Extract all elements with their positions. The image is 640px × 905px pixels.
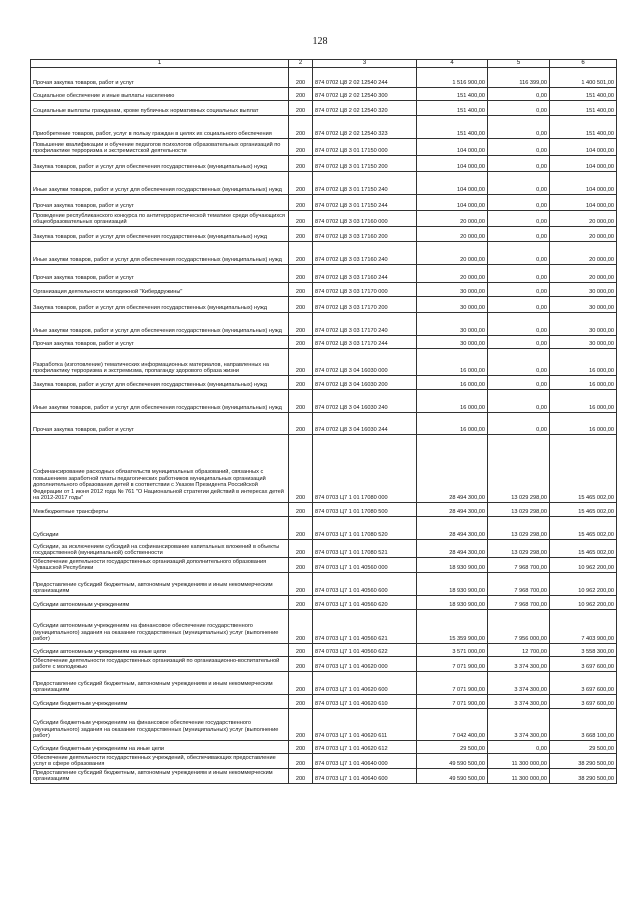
row-name [31,297,289,313]
row-classification-code: 874 0702 Ц8 2 02 12540 320 [313,101,417,116]
row-admin-code: 200 [289,709,313,741]
row-amount-approved: 7 071 900,00 [417,657,488,672]
row-amount-executed: 3 374 300,00 [488,709,550,741]
row-amount-executed: 0,00 [488,741,550,754]
row-amount-approved: 15 359 900,00 [417,610,488,644]
row-amount-remaining: 20 000,00 [550,227,617,242]
row-name [31,227,289,242]
row-amount-remaining: 29 500,00 [550,741,617,754]
row-name-text: Субсидии, за исключением субсидий на софинансирование капитальных вложений в объекты государственной (муниципальной) собственности [33,543,280,557]
row-amount-approved: 18 930 900,00 [417,558,488,573]
row-amount-approved: 49 590 500,00 [417,754,488,769]
table-row [31,101,617,116]
row-amount-executed: 13 029 298,00 [488,435,550,503]
table-row [31,754,617,769]
row-name-text: Субсидии автономным учреждениям на финансовое обеспечение государственного (муниципального) задания на оказание государственных (муниципальных) услуг (выполнение работ) [33,623,279,643]
row-name [31,657,289,672]
row-admin-code: 200 [289,769,313,784]
row-amount-executed: 7 968 700,00 [488,596,550,610]
row-name-text: Обеспечение деятельности государственных учреждений, обеспечивающих предоставление услуг в сфере образования [33,754,276,768]
row-name [31,195,289,211]
row-amount-approved: 20 000,00 [417,265,488,283]
row-amount-remaining: 38 290 500,00 [550,769,617,784]
row-name-text: Организация деятельности молодежной "Кибердружины" [33,289,183,296]
row-amount-approved: 30 000,00 [417,336,488,349]
row-amount-remaining: 3 697 600,00 [550,695,617,709]
row-name-text: Иные закупки товаров, работ и услуг для обеспечения государственных (муниципальных) нужд [33,405,282,412]
row-amount-remaining: 15 465 002,00 [550,517,617,540]
row-amount-remaining: 20 000,00 [550,265,617,283]
table-row [31,139,617,156]
row-admin-code: 200 [289,672,313,695]
row-admin-code: 200 [289,211,313,227]
row-name [31,741,289,754]
row-classification-code: 874 0702 Ц8 3 04 16030 000 [313,349,417,376]
row-amount-executed: 7 968 700,00 [488,558,550,573]
row-name-text: Межбюджетные трансферты [33,509,109,516]
row-name-text: Субсидии [33,532,59,539]
row-classification-code: 874 0703 Ц7 1 01 40620 600 [313,672,417,695]
row-classification-code: 874 0703 Ц7 1 01 40560 620 [313,596,417,610]
row-name-text: Субсидии автономным учреждениям на иные цели [33,649,166,656]
row-amount-remaining: 20 000,00 [550,242,617,265]
row-admin-code: 200 [289,156,313,172]
row-amount-approved: 49 590 500,00 [417,769,488,784]
row-amount-remaining: 10 962 200,00 [550,573,617,596]
row-admin-code: 200 [289,573,313,596]
row-classification-code: 874 0702 Ц8 2 02 12540 323 [313,116,417,139]
row-amount-executed: 0,00 [488,101,550,116]
table-row [31,297,617,313]
row-amount-approved: 30 000,00 [417,297,488,313]
row-amount-executed: 7 956 000,00 [488,610,550,644]
table-row [31,644,617,657]
row-amount-executed: 13 029 298,00 [488,540,550,558]
row-name-text: Субсидии автономным учреждениям [33,602,130,609]
row-name-text: Предоставление субсидий бюджетным, автономным учреждениям и иным некоммерческим организациям [33,680,273,694]
row-amount-approved: 16 000,00 [417,349,488,376]
row-admin-code: 200 [289,503,313,517]
row-admin-code: 200 [289,297,313,313]
table-row [31,195,617,211]
row-name-text: Прочая закупка товаров, работ и услуг [33,80,134,87]
column-header: 3 [313,60,417,68]
table-row [31,672,617,695]
row-admin-code: 200 [289,116,313,139]
row-classification-code: 874 0702 Ц8 3 03 17170 000 [313,283,417,297]
row-amount-executed: 0,00 [488,195,550,211]
row-amount-remaining: 10 962 200,00 [550,558,617,573]
table-row [31,610,617,644]
table-row [31,596,617,610]
row-admin-code: 200 [289,644,313,657]
table-row [31,435,617,503]
row-amount-approved: 104 000,00 [417,172,488,195]
row-name-text: Предоставление субсидий бюджетным, автономным учреждениям и иным некоммерческим организациям [33,769,273,783]
row-amount-executed: 0,00 [488,390,550,413]
row-name [31,573,289,596]
row-name-text: Социальное обеспечение и иные выплаты населению [33,93,175,100]
row-amount-approved: 30 000,00 [417,313,488,336]
row-admin-code: 200 [289,242,313,265]
row-amount-remaining: 16 000,00 [550,390,617,413]
row-name-text: Субсидии бюджетным учреждениям [33,701,128,708]
row-name [31,709,289,741]
row-classification-code: 874 0703 Ц7 1 01 40560 621 [313,610,417,644]
row-name [31,336,289,349]
row-classification-code: 874 0703 Ц7 1 01 40620 000 [313,657,417,672]
row-amount-approved: 28 494 300,00 [417,435,488,503]
row-classification-code: 874 0703 Ц7 1 01 40640 600 [313,769,417,784]
table-row [31,313,617,336]
column-header: 4 [417,60,488,68]
row-classification-code: 874 0703 Ц7 1 01 17080 520 [313,517,417,540]
row-admin-code: 200 [289,558,313,573]
row-classification-code: 874 0702 Ц8 3 03 17160 240 [313,242,417,265]
row-amount-executed: 11 300 000,00 [488,769,550,784]
row-amount-approved: 29 500,00 [417,741,488,754]
row-name-text: Разработка (изготовление) тематических информационных материалов, направленных на профилактику терроризма и экстремизма, пропаганду здорового образа жизни [33,361,269,375]
row-classification-code: 874 0702 Ц8 2 02 12540 244 [313,68,417,88]
row-amount-executed: 116 399,00 [488,68,550,88]
row-name-text: Закупка товаров, работ и услуг для обеспечения государственных (муниципальных) нужд [33,164,267,171]
row-amount-executed: 0,00 [488,139,550,156]
row-name-text: Прочая закупка товаров, работ и услуг [33,203,134,210]
row-admin-code: 200 [289,172,313,195]
table-row [31,336,617,349]
row-name [31,672,289,695]
row-amount-remaining: 3 558 300,00 [550,644,617,657]
row-admin-code: 200 [289,88,313,101]
row-classification-code: 874 0702 Ц8 3 03 17170 240 [313,313,417,336]
row-amount-remaining: 3 697 600,00 [550,672,617,695]
row-name [31,644,289,657]
table-row [31,172,617,195]
row-amount-approved: 151 400,00 [417,88,488,101]
row-classification-code: 874 0702 Ц8 3 03 17160 200 [313,227,417,242]
row-admin-code: 200 [289,610,313,644]
table-row [31,227,617,242]
table-row [31,695,617,709]
table-row [31,413,617,435]
row-name [31,596,289,610]
table-row [31,558,617,573]
row-name-text: Прочая закупка товаров, работ и услуг [33,341,134,348]
table-row [31,211,617,227]
row-classification-code: 874 0702 Ц8 3 01 17150 200 [313,156,417,172]
row-amount-approved: 104 000,00 [417,156,488,172]
row-name-text: Софинансирование расходных обязательств муниципальных образований, связанных с повышением заработной платы педагогических работников муниципальных организаций дополнительного образования детей в соответствии с Указом Президента Российской Федерации от 1 июня 2012 года № 761 "О Национальной стратегии действий в интересах детей на 2012-2017 годы" [33,469,284,502]
row-name-text: Обеспечение деятельности государственных организаций по организационно-воспитательной работе с молодежью [33,657,280,671]
row-admin-code: 200 [289,754,313,769]
table-row [31,242,617,265]
row-name [31,139,289,156]
row-amount-remaining: 20 000,00 [550,211,617,227]
table-row [31,376,617,390]
row-classification-code: 874 0703 Ц7 1 01 40560 600 [313,573,417,596]
row-admin-code: 200 [289,657,313,672]
row-name [31,517,289,540]
row-name-text: Закупка товаров, работ и услуг для обеспечения государственных (муниципальных) нужд [33,305,267,312]
row-name [31,376,289,390]
row-name [31,242,289,265]
row-amount-remaining: 151 400,00 [550,101,617,116]
row-name-text: Социальные выплаты гражданам, кроме публичных нормативных социальных выплат [33,108,259,115]
row-amount-remaining: 15 465 002,00 [550,540,617,558]
row-amount-executed: 0,00 [488,413,550,435]
row-classification-code: 874 0703 Ц7 1 01 17080 500 [313,503,417,517]
row-admin-code: 200 [289,376,313,390]
table-row [31,657,617,672]
table-row [31,68,617,88]
row-amount-executed: 13 029 298,00 [488,503,550,517]
row-classification-code: 874 0702 Ц8 3 04 16030 244 [313,413,417,435]
row-admin-code: 200 [289,313,313,336]
row-amount-remaining: 104 000,00 [550,172,617,195]
row-name [31,101,289,116]
row-amount-approved: 28 494 300,00 [417,517,488,540]
row-amount-approved: 104 000,00 [417,195,488,211]
row-amount-executed: 12 700,00 [488,644,550,657]
row-admin-code: 200 [289,435,313,503]
table-row [31,517,617,540]
row-name [31,754,289,769]
row-amount-approved: 28 494 300,00 [417,540,488,558]
row-classification-code: 874 0702 Ц8 3 04 16030 200 [313,376,417,390]
row-classification-code: 874 0703 Ц7 1 01 40620 612 [313,741,417,754]
row-amount-executed: 13 029 298,00 [488,517,550,540]
row-name-text: Прочая закупка товаров, работ и услуг [33,427,134,434]
row-amount-remaining: 104 000,00 [550,195,617,211]
row-amount-remaining: 38 290 500,00 [550,754,617,769]
row-name-text: Субсидии бюджетным учреждениям на финансовое обеспечение государственного (муниципального) задания на оказание государственных (муниципальных) услуг (выполнение работ) [33,720,279,740]
row-classification-code: 874 0703 Ц7 1 01 40620 610 [313,695,417,709]
row-admin-code: 200 [289,390,313,413]
row-admin-code: 200 [289,517,313,540]
row-amount-remaining: 104 000,00 [550,156,617,172]
row-amount-approved: 3 571 000,00 [417,644,488,657]
row-amount-executed: 0,00 [488,172,550,195]
row-classification-code: 874 0702 Ц8 3 01 17150 000 [313,139,417,156]
row-amount-approved: 7 071 900,00 [417,672,488,695]
row-admin-code: 200 [289,195,313,211]
table-row [31,573,617,596]
row-amount-remaining: 3 697 600,00 [550,657,617,672]
row-name [31,172,289,195]
row-name-text: Прочая закупка товаров, работ и услуг [33,275,134,282]
row-amount-remaining: 30 000,00 [550,336,617,349]
row-name-text: Повышение квалификации и обучение педагогов психологов образовательных организаций по профилактике терроризма и экстремистской деятельности [33,141,281,155]
row-amount-executed: 0,00 [488,211,550,227]
row-admin-code: 200 [289,413,313,435]
table-row [31,709,617,741]
table-row [31,156,617,172]
row-name [31,211,289,227]
row-name [31,503,289,517]
column-header: 6 [550,60,617,68]
row-admin-code: 200 [289,283,313,297]
table-row [31,265,617,283]
table-row [31,283,617,297]
table-row [31,741,617,754]
row-amount-executed: 3 374 300,00 [488,695,550,709]
row-classification-code: 874 0702 Ц8 3 03 17170 200 [313,297,417,313]
row-amount-remaining: 15 465 002,00 [550,503,617,517]
row-name [31,435,289,503]
row-amount-remaining: 30 000,00 [550,283,617,297]
row-name-text: Приобретение товаров, работ, услуг в пользу граждан в целях их социального обеспечения [33,131,272,138]
row-amount-remaining: 7 403 900,00 [550,610,617,644]
row-amount-approved: 28 494 300,00 [417,503,488,517]
row-name [31,558,289,573]
row-amount-remaining: 104 000,00 [550,139,617,156]
row-name-text: Закупка товаров, работ и услуг для обеспечения государственных (муниципальных) нужд [33,382,267,389]
row-name [31,390,289,413]
row-admin-code: 200 [289,139,313,156]
row-amount-approved: 1 516 900,00 [417,68,488,88]
row-amount-approved: 18 930 900,00 [417,573,488,596]
table-row [31,349,617,376]
row-name [31,313,289,336]
row-amount-remaining: 16 000,00 [550,413,617,435]
row-amount-approved: 7 042 400,00 [417,709,488,741]
row-amount-executed: 0,00 [488,156,550,172]
row-classification-code: 874 0702 Ц8 3 01 17150 240 [313,172,417,195]
row-name-text: Иные закупки товаров, работ и услуг для обеспечения государственных (муниципальных) нужд [33,257,282,264]
row-classification-code: 874 0702 Ц8 3 03 17170 244 [313,336,417,349]
row-classification-code: 874 0703 Ц7 1 01 17080 521 [313,540,417,558]
row-amount-remaining: 30 000,00 [550,297,617,313]
row-classification-code: 874 0703 Ц7 1 01 40560 622 [313,644,417,657]
row-amount-approved: 7 071 900,00 [417,695,488,709]
row-amount-executed: 0,00 [488,227,550,242]
row-name [31,88,289,101]
row-name [31,156,289,172]
row-name [31,283,289,297]
row-classification-code: 874 0703 Ц7 1 01 40560 000 [313,558,417,573]
row-amount-approved: 16 000,00 [417,413,488,435]
row-name-text: Иные закупки товаров, работ и услуг для обеспечения государственных (муниципальных) нужд [33,328,282,335]
table-row [31,540,617,558]
table-row [31,116,617,139]
row-amount-remaining: 10 962 200,00 [550,596,617,610]
row-classification-code: 874 0702 Ц8 3 01 17150 244 [313,195,417,211]
row-name-text: Иные закупки товаров, работ и услуг для обеспечения государственных (муниципальных) нужд [33,187,282,194]
row-name [31,349,289,376]
row-admin-code: 200 [289,336,313,349]
row-admin-code: 200 [289,349,313,376]
row-amount-executed: 0,00 [488,313,550,336]
row-amount-executed: 0,00 [488,297,550,313]
row-amount-approved: 20 000,00 [417,211,488,227]
row-name [31,610,289,644]
row-amount-approved: 151 400,00 [417,101,488,116]
row-classification-code: 874 0702 Ц8 3 03 17160 244 [313,265,417,283]
row-admin-code: 200 [289,265,313,283]
row-name [31,116,289,139]
budget-table [30,59,617,784]
row-classification-code: 874 0702 Ц8 3 03 17160 000 [313,211,417,227]
table-header-row [31,60,617,68]
row-name-text: Предоставление субсидий бюджетным, автономным учреждениям и иным некоммерческим организациям [33,581,273,595]
row-amount-executed: 0,00 [488,336,550,349]
row-amount-executed: 3 374 300,00 [488,672,550,695]
row-amount-executed: 0,00 [488,283,550,297]
row-amount-remaining: 1 400 501,00 [550,68,617,88]
row-admin-code: 200 [289,695,313,709]
row-amount-remaining: 3 668 100,00 [550,709,617,741]
column-header: 1 [31,60,289,68]
page-number: 128 [312,36,328,47]
row-classification-code: 874 0703 Ц7 1 01 17080 000 [313,435,417,503]
column-header: 5 [488,60,550,68]
table-row [31,390,617,413]
row-amount-remaining: 30 000,00 [550,313,617,336]
column-header: 2 [289,60,313,68]
row-classification-code: 874 0703 Ц7 1 01 40620 611 [313,709,417,741]
row-name-text: Проведение республиканского конкурса по антитеррористической тематике среди обучающихся общеобразовательных организаций [33,212,285,226]
row-admin-code: 200 [289,741,313,754]
row-classification-code: 874 0702 Ц8 2 02 12540 300 [313,88,417,101]
row-name [31,695,289,709]
row-name [31,413,289,435]
row-admin-code: 200 [289,68,313,88]
row-amount-executed: 7 968 700,00 [488,573,550,596]
row-amount-approved: 30 000,00 [417,283,488,297]
row-name-text: Обеспечение деятельности государственных организаций дополнительного образования Чувашской Республики [33,558,267,572]
row-name [31,68,289,88]
row-amount-executed: 0,00 [488,265,550,283]
table-row [31,769,617,784]
row-name [31,540,289,558]
row-amount-approved: 20 000,00 [417,227,488,242]
row-name [31,265,289,283]
row-amount-approved: 16 000,00 [417,390,488,413]
row-amount-executed: 0,00 [488,242,550,265]
row-name-text: Закупка товаров, работ и услуг для обеспечения государственных (муниципальных) нужд [33,234,267,241]
row-amount-executed: 3 374 300,00 [488,657,550,672]
table-row [31,503,617,517]
row-name [31,769,289,784]
row-amount-remaining: 151 400,00 [550,116,617,139]
row-amount-executed: 11 300 000,00 [488,754,550,769]
row-amount-approved: 20 000,00 [417,242,488,265]
row-admin-code: 200 [289,540,313,558]
row-amount-remaining: 151 400,00 [550,88,617,101]
row-amount-remaining: 15 465 002,00 [550,435,617,503]
row-amount-approved: 104 000,00 [417,139,488,156]
row-amount-approved: 16 000,00 [417,376,488,390]
row-amount-remaining: 16 000,00 [550,376,617,390]
row-classification-code: 874 0702 Ц8 3 04 16030 240 [313,390,417,413]
row-amount-remaining: 16 000,00 [550,349,617,376]
row-admin-code: 200 [289,101,313,116]
row-admin-code: 200 [289,227,313,242]
table-row [31,88,617,101]
row-amount-executed: 0,00 [488,116,550,139]
row-name-text: Субсидии бюджетным учреждениям на иные цели [33,746,165,753]
row-amount-executed: 0,00 [488,88,550,101]
row-amount-executed: 0,00 [488,376,550,390]
row-amount-approved: 151 400,00 [417,116,488,139]
row-admin-code: 200 [289,596,313,610]
row-amount-approved: 18 930 900,00 [417,596,488,610]
row-amount-executed: 0,00 [488,349,550,376]
row-classification-code: 874 0703 Ц7 1 01 40640 000 [313,754,417,769]
